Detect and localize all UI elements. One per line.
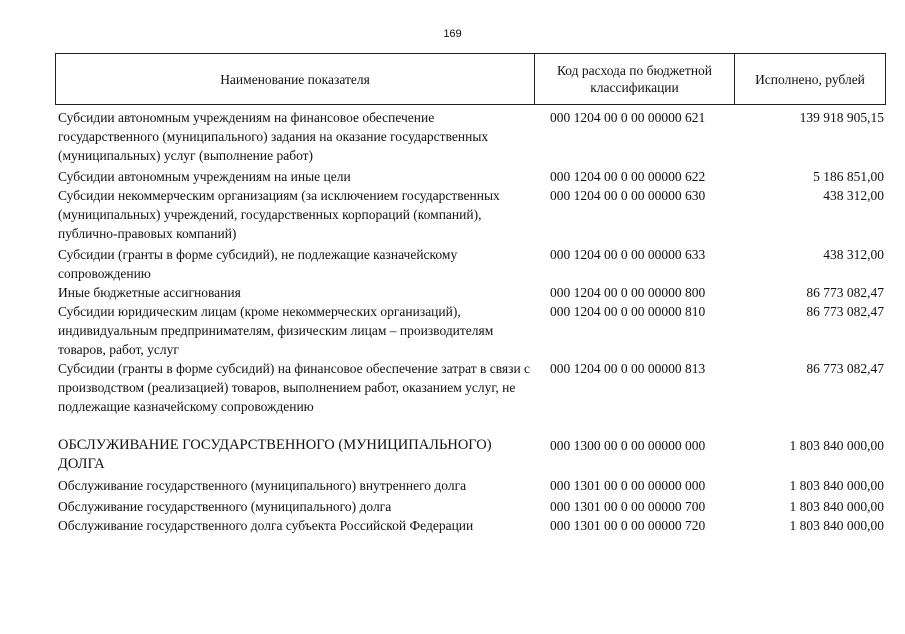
row-code: 000 1204 00 0 00 00000 630 [550, 188, 706, 203]
table-row [58, 186, 884, 243]
row-amount: 86 773 082,47 [806, 304, 884, 319]
header-code: Код расхода по бюджетной классификации [535, 54, 735, 104]
row-amount: 86 773 082,47 [806, 285, 884, 300]
table-row [58, 283, 884, 302]
row-name: Обслуживание государственного (муниципального) внутреннего долга [58, 478, 467, 493]
row-name: Субсидии (гранты в форме субсидий) на финансовое обеспечение затрат в связи с производством (реализацией) товаров, выполнением работ, оказанием услуг, не подлежащие казначейскому сопровождению [58, 361, 531, 414]
row-code: 000 1204 00 0 00 00000 633 [550, 247, 706, 262]
row-name: Субсидии юридическим лицам (кроме некоммерческих организаций), индивидуальным предпринимателям, физическим лицам – производителям товаров, работ, услуг [58, 304, 494, 357]
row-name: ОБСЛУЖИВАНИЕ ГОСУДАРСТВЕННОГО (МУНИЦИПАЛЬНОГО) ДОЛГА [58, 437, 492, 472]
row-code: 000 1301 00 0 00 00000 700 [550, 499, 706, 514]
table-row [58, 476, 884, 495]
table-row [58, 302, 884, 359]
header-amount: Исполнено, рублей [755, 71, 865, 87]
row-amount: 1 803 840 000,00 [789, 478, 884, 493]
row-amount: 438 312,00 [823, 188, 884, 203]
row-code: 000 1301 00 0 00 00000 000 [550, 478, 706, 493]
table-body [58, 108, 884, 535]
row-name: Субсидии автономным учреждениям на иные цели [58, 169, 351, 184]
row-amount: 5 186 851,00 [813, 169, 884, 184]
row-code: 000 1204 00 0 00 00000 622 [550, 169, 706, 184]
row-name: Иные бюджетные ассигнования [58, 285, 241, 300]
row-amount: 1 803 840 000,00 [789, 518, 884, 533]
row-code: 000 1204 00 0 00 00000 800 [550, 285, 706, 300]
row-name: Субсидии некоммерческим организациям (за исключением государственных (муниципальных) учреждений, государственных корпораций (компаний), публично-правовых компаний) [58, 188, 500, 241]
row-amount: 1 803 840 000,00 [789, 438, 884, 453]
table-row [58, 167, 884, 186]
row-name: Обслуживание государственного (муниципального) долга [58, 499, 392, 514]
row-name: Субсидии автономным учреждениям на финансовое обеспечение государственного (муниципального) задания на оказание государственных (муниципальных) услуг (выполнение работ) [58, 110, 489, 163]
row-name: Субсидии (гранты в форме субсидий), не подлежащие казначейскому сопровождению [58, 247, 458, 281]
table-row [58, 245, 884, 283]
row-code: 000 1204 00 0 00 00000 810 [550, 304, 706, 319]
table-row [58, 108, 884, 165]
table-row [58, 497, 884, 516]
table-row-section [58, 436, 884, 474]
table-row [58, 359, 884, 416]
row-code: 000 1204 00 0 00 00000 813 [550, 361, 706, 376]
row-code: 000 1301 00 0 00 00000 720 [550, 518, 706, 533]
header-name: Наименование показателя [56, 54, 535, 104]
row-code: 000 1300 00 0 00 00000 000 [550, 438, 706, 453]
row-name: Обслуживание государственного долга субъекта Российской Федерации [58, 518, 474, 533]
row-amount: 438 312,00 [823, 247, 884, 262]
page-number: 169 [443, 28, 462, 40]
row-amount: 86 773 082,47 [806, 361, 884, 376]
table-row [58, 516, 884, 535]
row-amount: 1 803 840 000,00 [789, 499, 884, 514]
row-code: 000 1204 00 0 00 00000 621 [550, 110, 706, 125]
table-header [55, 53, 886, 105]
row-amount: 139 918 905,15 [799, 110, 884, 125]
